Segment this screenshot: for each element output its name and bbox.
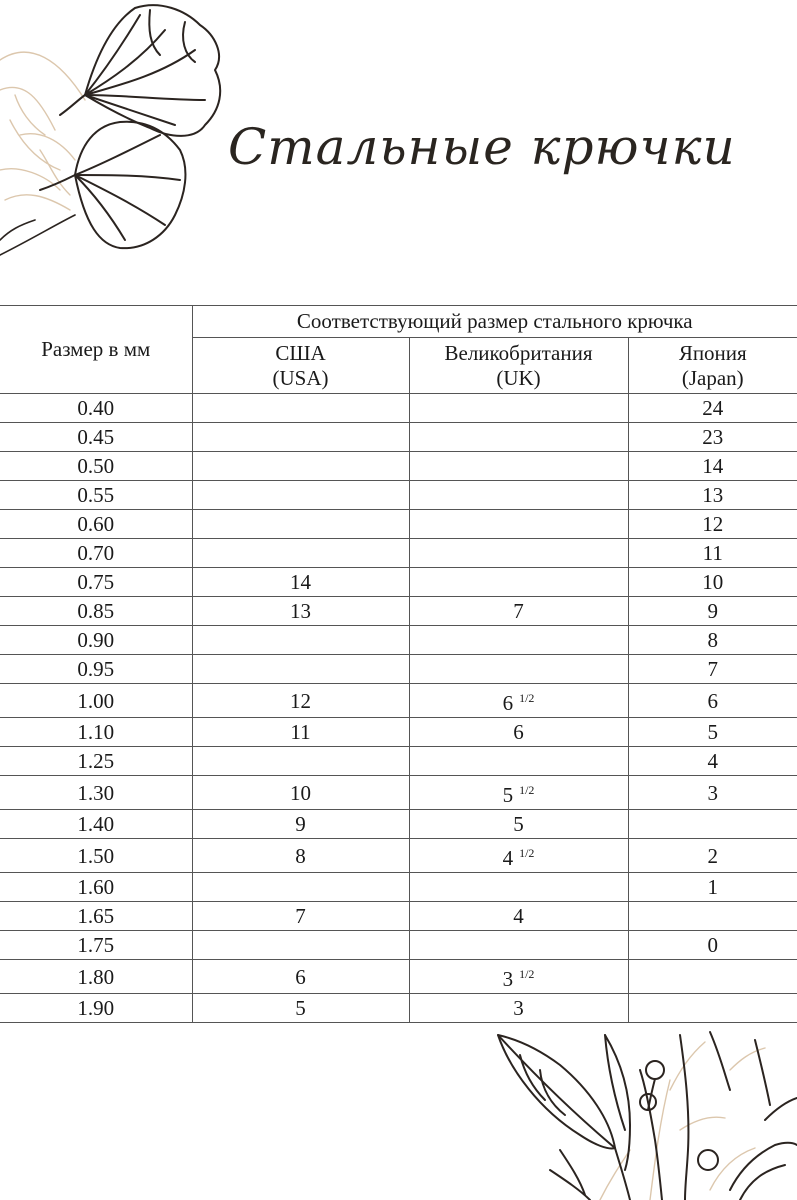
- mm-cell: [0, 810, 192, 839]
- mm-cell-value: 0.85: [77, 599, 115, 623]
- uk-column-header: [409, 338, 628, 394]
- japan-cell: [628, 931, 797, 960]
- japan-cell-value: 13: [702, 483, 724, 507]
- japan-cell-value: 1: [707, 875, 719, 899]
- usa-cell: [192, 718, 409, 747]
- japan-cell-value: 12: [702, 512, 724, 536]
- mm-cell-value: 1.00: [77, 688, 115, 713]
- usa-cell: [192, 902, 409, 931]
- japan-cell: [628, 568, 797, 597]
- japan-cell-value: 7: [707, 657, 719, 681]
- uk-fraction: 1/2: [519, 783, 535, 797]
- uk-cell-value: 4: [513, 904, 524, 928]
- japan-cell: [628, 747, 797, 776]
- mm-cell-value: 0.55: [77, 483, 115, 507]
- japan-cell-value: 2: [707, 843, 719, 868]
- japan-cell: [628, 839, 797, 873]
- table-row: [0, 776, 797, 810]
- japan-cell: [628, 597, 797, 626]
- uk-cell-value: 6: [502, 691, 514, 715]
- japan-cell: [628, 626, 797, 655]
- uk-cell: [409, 452, 628, 481]
- mm-cell-value: 1.90: [77, 996, 115, 1020]
- table-row: [0, 568, 797, 597]
- table-row: [0, 747, 797, 776]
- uk-cell: [409, 931, 628, 960]
- usa-cell-value: 12: [290, 688, 311, 713]
- japan-cell-value: 11: [702, 541, 723, 565]
- uk-cell: [409, 568, 628, 597]
- usa-cell-value: 6: [295, 964, 306, 989]
- japan-cell: [628, 510, 797, 539]
- uk-cell: [409, 597, 628, 626]
- table-row: [0, 873, 797, 902]
- mm-cell: [0, 423, 192, 452]
- mm-cell-value: 1.40: [77, 812, 115, 836]
- table-row: [0, 960, 797, 994]
- uk-cell-value: 7: [513, 599, 524, 623]
- japan-cell: [628, 994, 797, 1023]
- japan-column-header: [628, 338, 797, 394]
- table-row: [0, 684, 797, 718]
- mm-cell: [0, 776, 192, 810]
- usa-cell: [192, 597, 409, 626]
- usa-cell: [192, 684, 409, 718]
- japan-cell: [628, 539, 797, 568]
- japan-cell-value: 5: [707, 720, 719, 744]
- japan-cell-value: 9: [707, 599, 719, 623]
- uk-cell: [409, 839, 628, 873]
- japan-cell: [628, 423, 797, 452]
- usa-cell-value: 9: [295, 812, 306, 836]
- ginkgo-leaves-illustration: [0, 0, 240, 270]
- uk-cell: [409, 747, 628, 776]
- usa-cell: [192, 839, 409, 873]
- mm-cell: [0, 626, 192, 655]
- japan-cell-value: 24: [702, 396, 724, 420]
- japan-cell: [628, 452, 797, 481]
- mm-cell: [0, 655, 192, 684]
- japan-cell: [628, 394, 797, 423]
- mm-cell-value: 0.40: [77, 396, 115, 420]
- uk-cell: [409, 684, 628, 718]
- usa-cell: [192, 452, 409, 481]
- japan-cell: [628, 481, 797, 510]
- table-row: [0, 994, 797, 1023]
- hook-size-table: [0, 305, 797, 1023]
- mm-cell: [0, 747, 192, 776]
- japan-cell: [628, 684, 797, 718]
- usa-cell-value: 5: [295, 996, 306, 1020]
- uk-cell: [409, 655, 628, 684]
- usa-cell-value: 13: [290, 599, 311, 623]
- uk-cell: [409, 423, 628, 452]
- mm-cell-value: 1.65: [77, 904, 115, 928]
- mm-column-header: Размер в мм: [0, 306, 192, 394]
- mm-cell-value: 0.50: [77, 454, 115, 478]
- mm-cell-value: 1.10: [77, 720, 115, 744]
- table-row: [0, 539, 797, 568]
- uk-cell: [409, 481, 628, 510]
- size-rows: [0, 394, 797, 1023]
- japan-cell: [628, 655, 797, 684]
- japan-cell-value: 8: [707, 628, 719, 652]
- mm-cell: [0, 902, 192, 931]
- leafy-branch-illustration: [480, 1030, 797, 1200]
- usa-cell: [192, 873, 409, 902]
- japan-cell-value: 3: [707, 780, 719, 805]
- mm-cell-value: 1.60: [77, 875, 115, 899]
- usa-cell-value: 11: [290, 720, 311, 744]
- mm-cell: [0, 597, 192, 626]
- usa-column-name: США: [275, 340, 326, 365]
- uk-cell-value: 3: [513, 996, 524, 1020]
- japan-column-name: Япония: [678, 340, 747, 365]
- uk-cell-value: 6: [513, 720, 524, 744]
- table-row: [0, 452, 797, 481]
- uk-fraction: 1/2: [519, 691, 535, 705]
- mm-cell-value: 0.95: [77, 657, 115, 681]
- uk-cell: [409, 626, 628, 655]
- uk-cell: [409, 394, 628, 423]
- table-row: [0, 481, 797, 510]
- table-row: [0, 931, 797, 960]
- japan-cell-value: 23: [702, 425, 724, 449]
- uk-fraction: 1/2: [519, 846, 535, 860]
- mm-cell: [0, 510, 192, 539]
- usa-cell-value: 7: [295, 904, 306, 928]
- mm-cell: [0, 960, 192, 994]
- uk-column-sub: (UK): [496, 365, 541, 390]
- table-row: [0, 626, 797, 655]
- mm-cell: [0, 718, 192, 747]
- mm-cell-value: 1.30: [77, 780, 115, 805]
- table-row: [0, 510, 797, 539]
- usa-cell: [192, 655, 409, 684]
- mm-cell-value: 0.75: [77, 570, 115, 594]
- table-row: [0, 902, 797, 931]
- usa-cell: [192, 747, 409, 776]
- mm-cell: [0, 931, 192, 960]
- mm-cell-value: 0.60: [77, 512, 115, 536]
- uk-cell: [409, 539, 628, 568]
- uk-cell-value: 4: [502, 846, 514, 870]
- usa-cell: [192, 539, 409, 568]
- table-row: [0, 394, 797, 423]
- usa-cell: [192, 960, 409, 994]
- mm-cell: [0, 839, 192, 873]
- japan-cell: [628, 902, 797, 931]
- table-row: [0, 597, 797, 626]
- japan-cell: [628, 776, 797, 810]
- mm-cell-value: 1.25: [77, 749, 115, 773]
- uk-cell: [409, 902, 628, 931]
- usa-cell: [192, 423, 409, 452]
- japan-cell-value: 14: [702, 454, 724, 478]
- mm-cell: [0, 481, 192, 510]
- japan-cell-value: 10: [702, 570, 724, 594]
- japan-cell: [628, 960, 797, 994]
- japan-cell-value: 6: [707, 688, 719, 713]
- group-header: Соответствующий размер стального крючка: [192, 306, 797, 338]
- usa-cell-value: 8: [295, 843, 306, 868]
- table-row: [0, 423, 797, 452]
- table-row: [0, 839, 797, 873]
- uk-cell: [409, 994, 628, 1023]
- table-row: [0, 655, 797, 684]
- uk-cell-value: 5: [502, 783, 514, 807]
- mm-cell-value: 0.90: [77, 628, 115, 652]
- mm-cell: [0, 684, 192, 718]
- japan-cell: [628, 810, 797, 839]
- usa-cell: [192, 776, 409, 810]
- japan-column-sub: (Japan): [681, 365, 744, 390]
- mm-cell: [0, 568, 192, 597]
- usa-column-header: [192, 338, 409, 394]
- uk-cell: [409, 718, 628, 747]
- japan-cell: [628, 718, 797, 747]
- usa-cell: [192, 626, 409, 655]
- uk-column-name: Великобритания: [444, 340, 593, 365]
- japan-cell-value: 0: [707, 933, 719, 957]
- mm-cell: [0, 873, 192, 902]
- japan-cell-value: 4: [707, 749, 719, 773]
- usa-cell: [192, 931, 409, 960]
- mm-cell-value: 0.70: [77, 541, 115, 565]
- mm-cell-value: 1.80: [77, 964, 115, 989]
- usa-cell: [192, 510, 409, 539]
- uk-cell-value: 3: [502, 967, 514, 991]
- uk-cell-value: 5: [513, 812, 524, 836]
- mm-cell-value: 1.50: [77, 843, 115, 868]
- usa-cell-value: 10: [290, 780, 311, 805]
- usa-cell: [192, 394, 409, 423]
- usa-cell: [192, 994, 409, 1023]
- mm-cell: [0, 994, 192, 1023]
- usa-cell: [192, 481, 409, 510]
- usa-cell: [192, 810, 409, 839]
- table-row: [0, 810, 797, 839]
- mm-cell-value: 0.45: [77, 425, 115, 449]
- mm-cell-value: 1.75: [77, 933, 115, 957]
- uk-cell: [409, 873, 628, 902]
- japan-cell: [628, 873, 797, 902]
- mm-cell: [0, 394, 192, 423]
- usa-column-sub: (USA): [272, 365, 329, 390]
- page-title: Стальные крючки: [228, 118, 736, 176]
- mm-cell: [0, 452, 192, 481]
- uk-fraction: 1/2: [519, 967, 535, 981]
- usa-cell: [192, 568, 409, 597]
- table-row: [0, 718, 797, 747]
- uk-cell: [409, 810, 628, 839]
- mm-cell: [0, 539, 192, 568]
- usa-cell-value: 14: [290, 570, 311, 594]
- uk-cell: [409, 960, 628, 994]
- uk-cell: [409, 510, 628, 539]
- uk-cell: [409, 776, 628, 810]
